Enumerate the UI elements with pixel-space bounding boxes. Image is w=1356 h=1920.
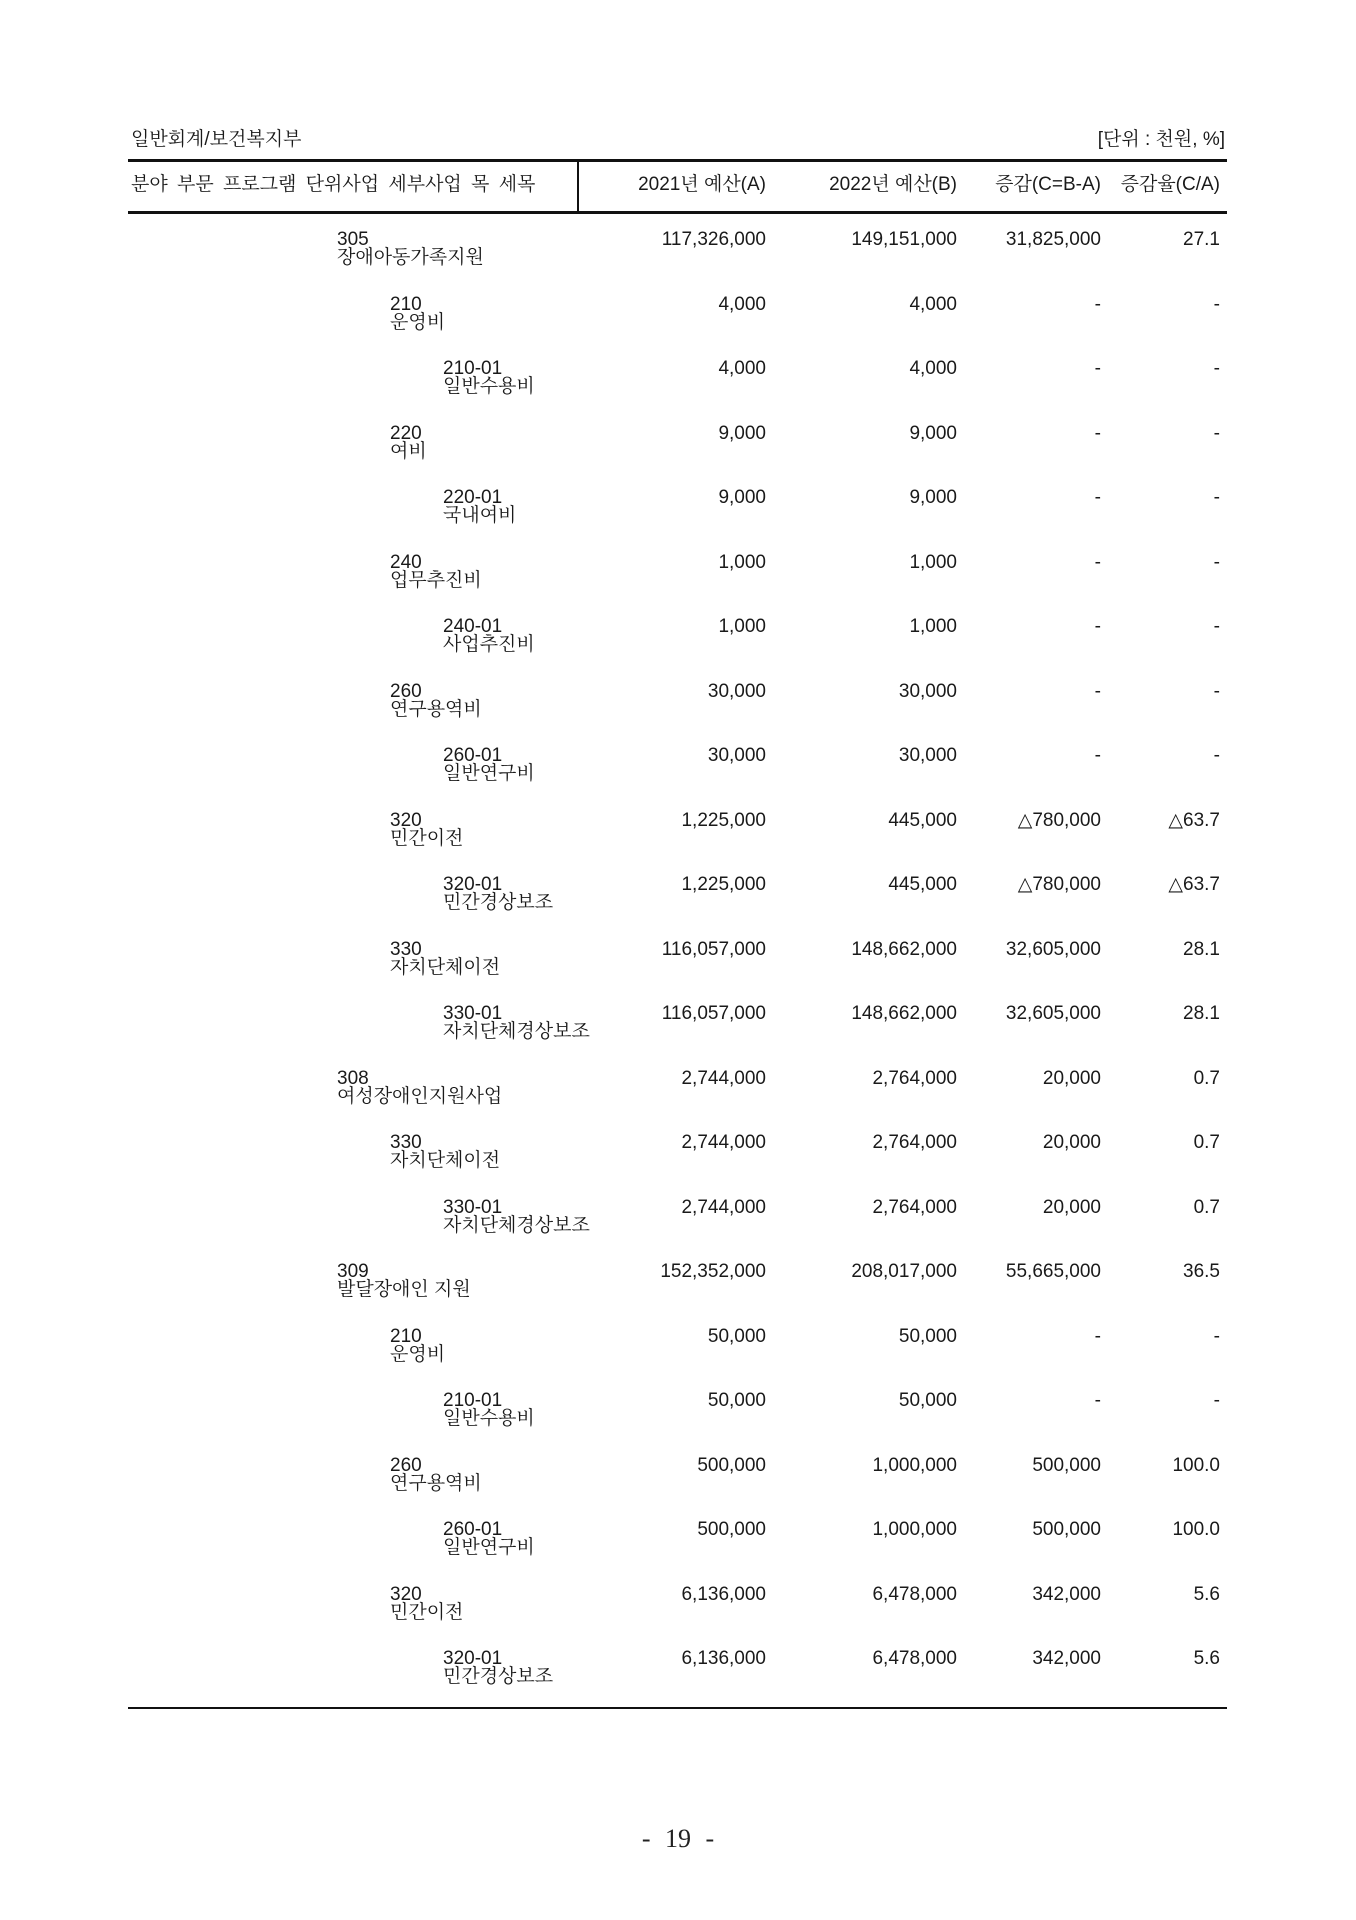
cell-budget-2022: 445,000: [888, 809, 957, 831]
row-name-cell: [0, 551, 1356, 591]
row-code: 210-01: [443, 1390, 503, 1411]
cell-budget-2022: 1,000,000: [872, 1519, 957, 1540]
row-label: 민간이전: [390, 827, 464, 849]
cell-budget-2022: 148,662,000: [851, 938, 957, 960]
row-name-cell: [0, 360, 1356, 396]
cell-change: △780,000: [1017, 874, 1101, 895]
cell-budget-2022: 4,000: [909, 293, 957, 315]
column-header-budget-2022: 2022년 예산(B): [829, 174, 957, 195]
cell-change-rate: -: [1213, 551, 1220, 573]
cell-change-rate: -: [1213, 745, 1220, 766]
cell-change-rate: -: [1213, 358, 1220, 379]
cell-change-rate: -: [1213, 422, 1220, 444]
row-name-cell: [0, 1454, 1356, 1494]
cell-change: 342,000: [1032, 1583, 1101, 1605]
column-header-change: 증감(C=B-A): [995, 174, 1101, 195]
cell-change: △780,000: [1017, 809, 1101, 831]
cell-change-rate: 28.1: [1183, 938, 1220, 960]
column-header-budget-2021: 2021년 예산(A): [638, 174, 766, 195]
cell-change-rate: -: [1213, 680, 1220, 702]
row-name-cell: [0, 876, 1356, 912]
cell-change-rate: -: [1213, 487, 1220, 508]
row-name-cell: [0, 618, 1356, 654]
row-name-cell: [0, 422, 1356, 462]
cell-budget-2021: 50,000: [707, 1325, 766, 1347]
row-label: 자치단체이전: [390, 1150, 501, 1171]
row-code: 240-01: [443, 616, 503, 637]
table-row: [0, 809, 1356, 877]
row-name-cell: [0, 1583, 1356, 1623]
cell-budget-2022: 6,478,000: [872, 1648, 957, 1669]
row-label: 일반수용비: [443, 376, 535, 397]
row-code: 320: [390, 1583, 422, 1605]
cell-change-rate: -: [1213, 616, 1220, 637]
cell-change: -: [1094, 293, 1101, 315]
row-code: 210: [390, 293, 422, 315]
cell-change: -: [1094, 1390, 1101, 1411]
row-label: 업무추진비: [390, 569, 482, 591]
cell-budget-2021: 30,000: [707, 680, 766, 702]
row-label: 사업추진비: [443, 634, 535, 655]
table-row: [0, 1325, 1356, 1393]
cell-change: 32,605,000: [1005, 938, 1101, 960]
cell-change-rate: 5.6: [1193, 1648, 1220, 1669]
cell-change: 20,000: [1042, 1196, 1101, 1218]
row-code: 260: [390, 1454, 422, 1476]
cell-change-rate: △63.7: [1168, 809, 1220, 831]
row-code: 210: [390, 1325, 422, 1347]
table-row: [0, 876, 1356, 941]
row-code: 220: [390, 422, 422, 444]
row-code: 320: [390, 809, 422, 831]
table-row: [0, 1454, 1356, 1522]
cell-change-rate: -: [1213, 1390, 1220, 1411]
page-number: - 19 -: [641, 1824, 715, 1853]
cell-change: 31,825,000: [1005, 229, 1101, 250]
table-row: [0, 1067, 1356, 1135]
cell-change: -: [1094, 1325, 1101, 1347]
cell-change: 55,665,000: [1005, 1261, 1101, 1282]
cell-change-rate: 5.6: [1193, 1583, 1220, 1605]
row-code: 260: [390, 680, 422, 702]
cell-budget-2022: 1,000: [909, 551, 957, 573]
cell-budget-2022: 30,000: [898, 680, 957, 702]
cell-change-rate: 100.0: [1172, 1454, 1220, 1476]
table-row: [0, 551, 1356, 619]
row-name-cell: [0, 1196, 1356, 1236]
table-row: [0, 293, 1356, 361]
cell-change: 20,000: [1042, 1132, 1101, 1153]
cell-change: -: [1094, 358, 1101, 379]
cell-change-rate: 0.7: [1193, 1196, 1220, 1218]
row-code: 330-01: [443, 1196, 503, 1218]
cell-budget-2022: 1,000: [909, 616, 957, 637]
row-label: 연구용역비: [390, 698, 482, 720]
cell-budget-2022: 149,151,000: [851, 229, 957, 250]
row-label: 일반연구비: [443, 1537, 535, 1558]
column-header-hierarchy: 분야 부문 프로그램 단위사업 세부사업 목 세목: [131, 174, 536, 195]
table-row: [0, 1392, 1356, 1457]
cell-budget-2021: 9,000: [718, 487, 766, 508]
cell-budget-2021: 4,000: [718, 358, 766, 379]
row-label: 장애아동가족지원: [337, 247, 484, 268]
table-row: [0, 1263, 1356, 1328]
cell-change: 500,000: [1032, 1454, 1101, 1476]
cell-budget-2021: 30,000: [707, 745, 766, 766]
table-row: [0, 1196, 1356, 1264]
table-row: [0, 360, 1356, 425]
cell-change: 342,000: [1032, 1648, 1101, 1669]
cell-change-rate: 27.1: [1183, 229, 1220, 250]
cell-budget-2021: 1,225,000: [681, 809, 766, 831]
row-code: 320-01: [443, 874, 503, 895]
cell-budget-2021: 4,000: [718, 293, 766, 315]
cell-change-rate: 0.7: [1193, 1067, 1220, 1089]
row-name-cell: [0, 1650, 1356, 1686]
cell-change: 32,605,000: [1005, 1003, 1101, 1024]
row-label: 자치단체이전: [390, 956, 501, 978]
cell-budget-2022: 50,000: [898, 1325, 957, 1347]
row-code: 309: [337, 1261, 369, 1282]
row-label: 민간이전: [390, 1601, 464, 1623]
row-code: 320-01: [443, 1648, 503, 1669]
row-label: 여성장애인지원사업: [337, 1085, 503, 1107]
cell-budget-2022: 4,000: [909, 358, 957, 379]
cell-change: -: [1094, 616, 1101, 637]
cell-budget-2021: 9,000: [718, 422, 766, 444]
cell-change: 500,000: [1032, 1519, 1101, 1540]
unit-label: [단위 : 천원, %]: [1097, 129, 1225, 150]
cell-change: -: [1094, 745, 1101, 766]
row-name-cell: [0, 1392, 1356, 1428]
row-name-cell: [0, 1067, 1356, 1107]
cell-budget-2021: 6,136,000: [681, 1648, 766, 1669]
row-name-cell: [0, 293, 1356, 333]
row-code: 330: [390, 938, 422, 960]
cell-change-rate: -: [1213, 293, 1220, 315]
table-row: [0, 938, 1356, 1006]
table-row: [0, 1583, 1356, 1651]
header-column-divider: [577, 162, 579, 211]
cell-budget-2021: 500,000: [697, 1454, 766, 1476]
cell-budget-2022: 208,017,000: [851, 1261, 957, 1282]
budget-rows: [0, 231, 1356, 1715]
row-name-cell: [0, 1521, 1356, 1557]
row-code: 308: [337, 1067, 369, 1089]
row-code: 220-01: [443, 487, 503, 508]
row-label: 일반수용비: [443, 1408, 535, 1429]
row-label: 운영비: [390, 311, 446, 333]
cell-budget-2021: 1,000: [718, 551, 766, 573]
cell-budget-2022: 148,662,000: [851, 1003, 957, 1024]
cell-budget-2021: 1,000: [718, 616, 766, 637]
row-label: 연구용역비: [390, 1472, 482, 1494]
row-code: 260-01: [443, 745, 503, 766]
row-label: 발달장애인 지원: [337, 1279, 471, 1300]
cell-budget-2021: 116,057,000: [661, 938, 766, 960]
account-label: 일반회계/보건복지부: [131, 129, 302, 150]
cell-budget-2021: 117,326,000: [661, 229, 766, 250]
cell-change-rate: 36.5: [1183, 1261, 1220, 1282]
cell-budget-2021: 2,744,000: [681, 1067, 766, 1089]
table-row: [0, 1134, 1356, 1199]
cell-change-rate: △63.7: [1168, 874, 1220, 895]
cell-budget-2022: 50,000: [898, 1390, 957, 1411]
cell-budget-2022: 9,000: [909, 487, 957, 508]
cell-budget-2021: 500,000: [697, 1519, 766, 1540]
row-code: 330-01: [443, 1003, 503, 1024]
table-row: [0, 489, 1356, 554]
table-row: [0, 680, 1356, 748]
table-row: [0, 618, 1356, 683]
row-code: 330: [390, 1132, 422, 1153]
row-name-cell: [0, 489, 1356, 525]
cell-budget-2022: 6,478,000: [872, 1583, 957, 1605]
cell-budget-2022: 2,764,000: [872, 1196, 957, 1218]
row-name-cell: [0, 680, 1356, 720]
header-bottom-rule: [128, 211, 1227, 214]
cell-budget-2021: 2,744,000: [681, 1196, 766, 1218]
row-code: 210-01: [443, 358, 503, 379]
table-row: [0, 231, 1356, 296]
cell-budget-2022: 9,000: [909, 422, 957, 444]
cell-change: 20,000: [1042, 1067, 1101, 1089]
table-row: [0, 1005, 1356, 1070]
cell-budget-2021: 152,352,000: [660, 1261, 766, 1282]
cell-change: -: [1094, 422, 1101, 444]
row-code: 305: [337, 229, 369, 250]
cell-change: -: [1094, 487, 1101, 508]
cell-budget-2021: 1,225,000: [681, 874, 766, 895]
cell-change-rate: 0.7: [1193, 1132, 1220, 1153]
row-label: 운영비: [390, 1343, 446, 1365]
cell-budget-2021: 50,000: [707, 1390, 766, 1411]
cell-budget-2022: 30,000: [898, 745, 957, 766]
row-label: 국내여비: [443, 505, 517, 526]
cell-change-rate: -: [1213, 1325, 1220, 1347]
row-label: 자치단체경상보조: [443, 1021, 590, 1042]
row-label: 자치단체경상보조: [443, 1214, 590, 1236]
cell-budget-2022: 2,764,000: [872, 1132, 957, 1153]
table-top-rule: [128, 159, 1227, 162]
cell-budget-2021: 6,136,000: [681, 1583, 766, 1605]
row-code: 260-01: [443, 1519, 503, 1540]
row-name-cell: [0, 1325, 1356, 1365]
cell-change-rate: 100.0: [1172, 1519, 1220, 1540]
cell-budget-2021: 2,744,000: [681, 1132, 766, 1153]
table-row: [0, 747, 1356, 812]
row-code: 240: [390, 551, 422, 573]
table-row: [0, 1650, 1356, 1715]
row-name-cell: [0, 1134, 1356, 1170]
table-row: [0, 1521, 1356, 1586]
table-row: [0, 422, 1356, 490]
cell-budget-2021: 116,057,000: [661, 1003, 766, 1024]
row-label: 민간경상보조: [443, 892, 554, 913]
cell-change: -: [1094, 680, 1101, 702]
cell-change: -: [1094, 551, 1101, 573]
row-name-cell: [0, 809, 1356, 849]
cell-budget-2022: 1,000,000: [872, 1454, 957, 1476]
cell-budget-2022: 2,764,000: [872, 1067, 957, 1089]
row-label: 여비: [390, 440, 427, 462]
cell-budget-2022: 445,000: [888, 874, 957, 895]
row-label: 민간경상보조: [443, 1666, 554, 1687]
row-label: 일반연구비: [443, 763, 535, 784]
column-header-change-rate: 증감율(C/A): [1120, 174, 1220, 195]
table-bottom-rule: [128, 1707, 1227, 1709]
row-name-cell: [0, 747, 1356, 783]
cell-change-rate: 28.1: [1183, 1003, 1220, 1024]
